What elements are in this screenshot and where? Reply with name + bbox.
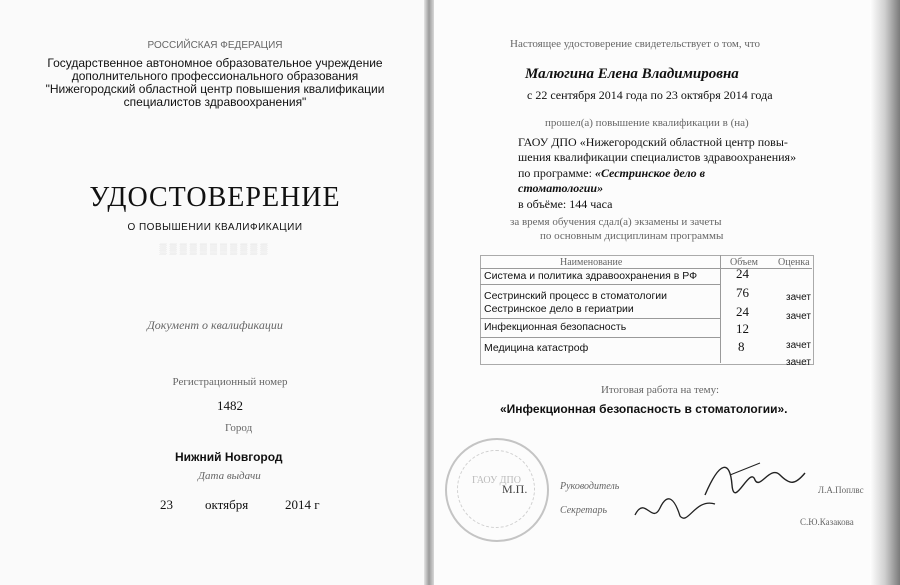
passed-text: прошел(а) повышение квалификации в (на) <box>545 117 749 129</box>
exams-text: за время обучения сдал(а) экзамены и зачеты <box>510 216 722 228</box>
subject-grade: зачет <box>786 340 811 351</box>
subject-grade-extra: зачет <box>786 357 811 368</box>
document-type: Документ о квалификации <box>147 318 283 332</box>
page-fold <box>424 0 434 585</box>
program-volume: в объёме: 144 часа <box>518 197 613 211</box>
subject-grade: зачет <box>786 311 811 322</box>
organization-line: шения квалификации специалистов здравоохранения» <box>518 150 797 164</box>
institution-line: "Нижегородский областной центр повышения квалификации <box>45 82 385 96</box>
date-year: 2014 г <box>285 497 320 512</box>
date-month: октября <box>205 497 249 512</box>
table-row-rule <box>480 284 720 285</box>
holder-name: Малюгина Елена Владимировна <box>525 66 739 82</box>
institution-line: дополнительного профессионального образования <box>71 69 359 83</box>
table-header-hours: Объем <box>730 257 758 268</box>
subject-hours: 12 <box>736 321 749 336</box>
left-page <box>0 0 430 585</box>
program-line <box>518 166 705 181</box>
subject-hours: 24 <box>736 304 749 319</box>
program-title-cont: стоматологии» <box>518 181 604 195</box>
final-work-topic: «Инфекционная безопасность в стоматологии». <box>500 402 788 416</box>
subject-grade: зачет <box>786 292 811 303</box>
stamp-place-label: М.П. <box>502 482 528 496</box>
subject-name: Сестринский процесс в стоматологии <box>484 290 668 302</box>
date-label: Дата выдачи <box>198 470 261 482</box>
organization-line: ГАОУ ДПО «Нижегородский областной центр повы- <box>518 135 788 149</box>
document-title: УДОСТОВЕРЕНИЕ <box>89 182 341 213</box>
head-label: Руководитель <box>560 481 620 492</box>
registration-label: Регистрационный номер <box>172 376 288 388</box>
subject-name: Медицина катастроф <box>484 342 589 354</box>
subject-name: Система и политика здравоохранения в РФ <box>484 270 698 282</box>
subject-name: Сестринское дело в гериатрии <box>484 303 634 315</box>
study-period: с 22 сентября 2014 года по 23 октября 2014 года <box>527 88 773 102</box>
subject-hours: 24 <box>736 266 749 281</box>
country-label: РОССИЙСКАЯ ФЕДЕРАЦИЯ <box>147 40 283 51</box>
exams-text: по основным дисциплинам программы <box>540 230 724 242</box>
institution-line: Государственное автономное образовательное учреждение <box>47 56 383 70</box>
page-edge-shadow <box>870 0 900 585</box>
registration-number: 1482 <box>217 398 243 413</box>
table-row-rule <box>480 337 720 338</box>
intro-text: Настоящее удостоверение свидетельствует о том, что <box>510 38 761 50</box>
institution-line: специалистов здравоохранения" <box>123 95 307 109</box>
secretary-signature <box>630 490 720 530</box>
program-title: «Сестринское дело в <box>594 166 705 180</box>
document-subtitle: О ПОВЫШЕНИИ КВАЛИФИКАЦИИ <box>127 222 303 233</box>
table-header-name: Наименование <box>560 257 623 268</box>
subject-name: Инфекционная безопасность <box>484 321 627 333</box>
city-label: Город <box>225 422 253 434</box>
table-row-rule <box>480 318 720 319</box>
secretary-name: С.Ю.Казакова <box>800 517 854 527</box>
secretary-label: Секретарь <box>560 505 608 516</box>
watermark-pattern: ▒▒▒▒▒▒▒▒▒▒▒ <box>159 244 271 255</box>
table-divider <box>720 255 721 363</box>
city-name: Нижний Новгород <box>175 450 283 464</box>
seal-text: ГАОУ ДПО <box>472 475 521 486</box>
subject-hours: 8 <box>738 339 745 354</box>
program-prefix: по программе: <box>518 166 595 180</box>
table-header-rule <box>480 268 812 269</box>
subject-hours: 76 <box>736 285 749 300</box>
head-name: Л.А.Поплвс <box>818 485 864 495</box>
right-page <box>430 0 900 585</box>
date-day: 23 <box>160 497 173 512</box>
final-work-label: Итоговая работа на тему: <box>600 384 720 396</box>
institution-name <box>0 57 430 109</box>
table-header-grade: Оценка <box>778 257 810 268</box>
